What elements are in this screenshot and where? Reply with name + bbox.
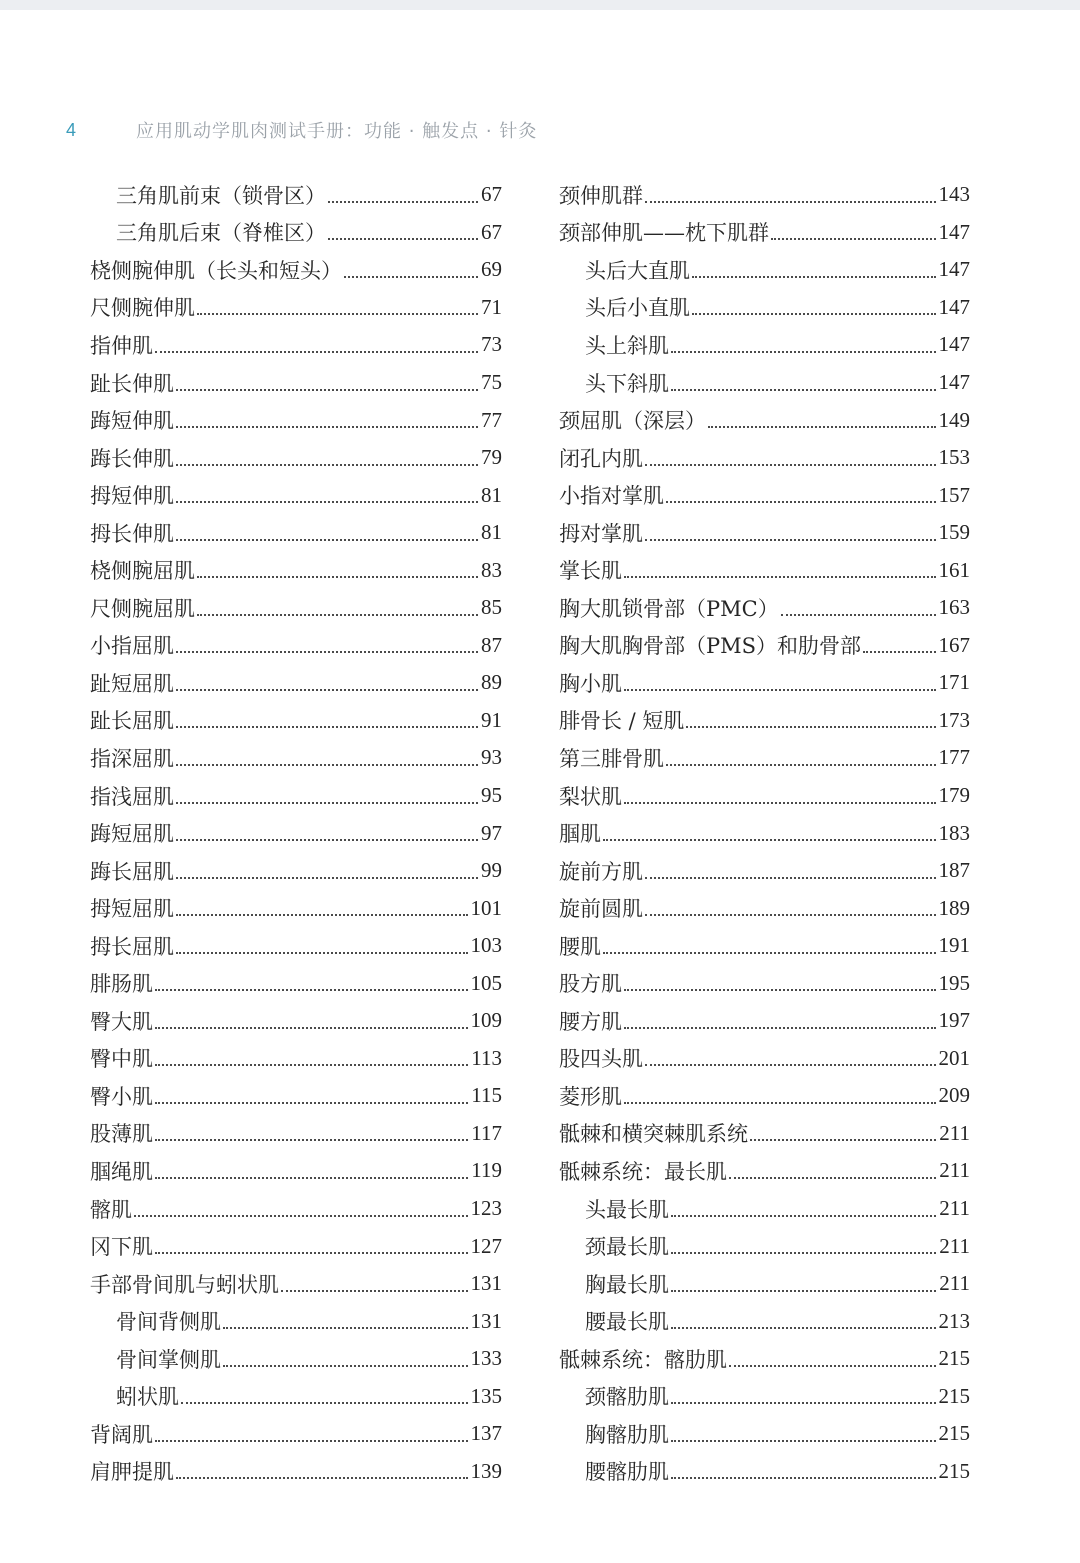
toc-dot-leader (671, 389, 936, 391)
toc-entry-page: 89 (481, 670, 502, 695)
toc-entry (90, 702, 502, 740)
toc-entry-label: 小指对掌肌 (559, 484, 664, 509)
toc-entry (559, 476, 970, 514)
toc-entry (559, 289, 970, 327)
toc-entry (559, 326, 970, 364)
toc-entry-label: 腓骨长 / 短肌 (559, 709, 685, 734)
toc-entry-page: 67 (481, 182, 502, 207)
toc-dot-leader (645, 539, 936, 541)
toc-entry-page: 171 (938, 670, 970, 695)
toc-dot-leader (771, 238, 936, 240)
toc-entry-label: 蚓状肌 (116, 1385, 179, 1410)
toc-entry (90, 439, 502, 477)
toc-entry-label: 颈髂肋肌 (585, 1385, 669, 1410)
toc-entry-page: 149 (938, 407, 970, 432)
toc-dot-leader (686, 726, 935, 728)
toc-entry-page: 157 (938, 482, 970, 507)
toc-entry-page: 113 (471, 1045, 502, 1070)
toc-entry-label: 股四头肌 (559, 1047, 643, 1072)
toc-entry (559, 1415, 970, 1453)
toc-dot-leader (155, 1177, 468, 1179)
toc-entry-label: 旋前方肌 (559, 859, 643, 884)
toc-entry (90, 551, 502, 589)
toc-entry (559, 814, 970, 852)
toc-entry-label: 头后大直肌 (585, 258, 690, 283)
toc-dot-leader (729, 1365, 936, 1367)
toc-entry-label: 臀大肌 (90, 1009, 153, 1034)
toc-entry (90, 289, 502, 327)
toc-entry-page: 131 (470, 1308, 502, 1333)
toc-entry-label: 头下斜肌 (585, 371, 669, 396)
toc-entry (559, 852, 970, 890)
page-header (66, 116, 537, 144)
toc-entry-page: 183 (938, 820, 970, 845)
toc-entry-label: 尺侧腕屈肌 (90, 596, 195, 621)
toc-entry-page: 153 (938, 445, 970, 470)
toc-entry (559, 1115, 970, 1153)
toc-entry-page: 209 (938, 1083, 970, 1108)
toc-dot-leader (155, 1102, 468, 1104)
toc-dot-leader (176, 914, 468, 916)
toc-entry-label: 趾长伸肌 (90, 371, 174, 396)
toc-dot-leader (176, 501, 478, 503)
toc-entry (90, 326, 502, 364)
toc-entry (90, 1190, 502, 1228)
toc-entry-page: 143 (938, 182, 970, 207)
toc-entry-label: 股方肌 (559, 972, 622, 997)
toc-entry (559, 739, 970, 777)
toc-entry-label: 骶棘系统：髂肋肌 (559, 1347, 727, 1372)
toc-entry (559, 439, 970, 477)
toc-dot-leader (666, 764, 936, 766)
toc-entry (559, 1077, 970, 1115)
toc-entry (90, 1227, 502, 1265)
toc-entry-page: 95 (481, 783, 502, 808)
toc-entry-label: 拇长伸肌 (90, 521, 174, 546)
toc-dot-leader (671, 351, 936, 353)
toc-entry (559, 589, 970, 627)
toc-entry (90, 1115, 502, 1153)
toc-entry-page: 139 (470, 1458, 502, 1483)
toc-entry-page: 67 (481, 219, 502, 244)
toc-entry-page: 191 (938, 933, 970, 958)
toc-dot-leader (155, 1252, 468, 1254)
toc-entry-page: 147 (938, 294, 970, 319)
toc-entry-page: 211 (939, 1120, 970, 1145)
toc-entry-page: 215 (938, 1421, 970, 1446)
toc-entry-page: 211 (939, 1196, 970, 1221)
toc-entry-page: 147 (938, 219, 970, 244)
toc-entry-label: 手部骨间肌与蚓状肌 (90, 1272, 279, 1297)
toc-entry (90, 1077, 502, 1115)
toc-entry-page: 93 (481, 745, 502, 770)
toc-entry (90, 889, 502, 927)
toc-dot-leader (645, 877, 936, 879)
toc-entry (90, 476, 502, 514)
toc-entry-page: 99 (481, 858, 502, 883)
toc-entry-label: 桡侧腕伸肌（长头和短头） (90, 258, 342, 283)
toc-entry-label: 颈屈肌（深层） (559, 409, 706, 434)
toc-entry-label: 腰髂肋肌 (585, 1460, 669, 1485)
toc-dot-leader (176, 877, 478, 879)
toc-entry-label: 骶棘和横突棘肌系统 (559, 1122, 748, 1147)
toc-entry-label: 桡侧腕屈肌 (90, 559, 195, 584)
toc-entry (90, 1265, 502, 1303)
toc-dot-leader (624, 689, 936, 691)
toc-entry (90, 627, 502, 665)
toc-entry-label: 胸小肌 (559, 671, 622, 696)
toc-dot-leader (134, 1215, 468, 1217)
toc-entry (559, 1190, 970, 1228)
toc-entry-label: 胸大肌胸骨部（PMS）和肋骨部 (559, 634, 862, 659)
toc-dot-leader (603, 952, 936, 954)
toc-entry (559, 627, 970, 665)
toc-entry (559, 1152, 970, 1190)
toc-entry (90, 1040, 502, 1078)
page-number: 4 (66, 119, 77, 140)
toc-entry-page: 133 (470, 1346, 502, 1371)
toc-dot-leader (223, 1365, 468, 1367)
toc-entry (90, 1302, 502, 1340)
toc-dot-leader (781, 614, 936, 616)
toc-entry-page: 179 (938, 783, 970, 808)
toc-entry (90, 1152, 502, 1190)
toc-entry-page: 195 (938, 970, 970, 995)
toc-entry (90, 739, 502, 777)
toc-entry-label: 踇长屈肌 (90, 859, 174, 884)
toc-entry-page: 109 (470, 1008, 502, 1033)
toc-entry (559, 1002, 970, 1040)
toc-entry-label: 臀中肌 (90, 1047, 153, 1072)
toc-entry (559, 1265, 970, 1303)
toc-entry-label: 肩胛提肌 (90, 1460, 174, 1485)
toc-entry-label: 闭孔内肌 (559, 446, 643, 471)
toc-dot-leader (181, 1402, 468, 1404)
toc-dot-leader (708, 426, 936, 428)
toc-dot-leader (197, 614, 478, 616)
toc-dot-leader (624, 1027, 936, 1029)
toc-entry-label: 旋前圆肌 (559, 897, 643, 922)
toc-entry-label: 尺侧腕伸肌 (90, 296, 195, 321)
toc-entry-page: 131 (470, 1271, 502, 1296)
toc-entry-page: 213 (938, 1308, 970, 1333)
toc-entry-page: 189 (938, 895, 970, 920)
toc-entry-page: 73 (481, 332, 502, 357)
toc-entry-page: 105 (470, 970, 502, 995)
toc-dot-leader (624, 1102, 936, 1104)
toc-entry-label: 头最长肌 (585, 1197, 669, 1222)
toc-entry-page: 69 (481, 257, 502, 282)
toc-dot-leader (176, 1477, 468, 1479)
toc-dot-leader (729, 1177, 936, 1179)
toc-entry-page: 163 (938, 595, 970, 620)
toc-entry (559, 702, 970, 740)
toc-entry (90, 1340, 502, 1378)
toc-entry-page: 77 (481, 407, 502, 432)
toc-entry-label: 骶棘系统：最长肌 (559, 1159, 727, 1184)
toc-entry-page: 187 (938, 858, 970, 883)
toc-entry-page: 215 (938, 1383, 970, 1408)
toc-entry (90, 251, 502, 289)
toc-entry-page: 211 (939, 1158, 970, 1183)
toc-entry-label: 冈下肌 (90, 1235, 153, 1260)
toc-dot-leader (692, 313, 936, 315)
toc-entry (559, 927, 970, 965)
toc-entry (90, 1378, 502, 1416)
toc-entry (559, 889, 970, 927)
toc-left-column (90, 176, 502, 1490)
toc-dot-leader (176, 651, 478, 653)
toc-dot-leader (281, 1290, 468, 1292)
toc-entry-label: 踇长伸肌 (90, 446, 174, 471)
toc-entry (559, 1227, 970, 1265)
toc-entry (90, 1415, 502, 1453)
toc-entry (559, 251, 970, 289)
toc-entry-page: 83 (481, 557, 502, 582)
toc-entry-label: 菱形肌 (559, 1084, 622, 1109)
toc-entry (559, 1340, 970, 1378)
toc-entry-page: 115 (471, 1083, 502, 1108)
toc-entry (559, 1302, 970, 1340)
toc-entry-label: 颈部伸肌——枕下肌群 (559, 221, 769, 246)
toc-dot-leader (176, 726, 478, 728)
toc-entry-label: 趾长屈肌 (90, 709, 174, 734)
toc-entry-label: 骨间背侧肌 (116, 1310, 221, 1335)
toc-entry-label: 胸髂肋肌 (585, 1422, 669, 1447)
toc-dot-leader (155, 1139, 468, 1141)
toc-entry-label: 腘肌 (559, 822, 601, 847)
toc-entry (90, 664, 502, 702)
toc-dot-leader (223, 1327, 468, 1329)
toc-entry-label: 小指屈肌 (90, 634, 174, 659)
toc-dot-leader (750, 1139, 936, 1141)
toc-entry-label: 三角肌前束（锁骨区） (116, 183, 326, 208)
toc-entry-label: 拇对掌肌 (559, 521, 643, 546)
toc-entry-page: 119 (471, 1158, 502, 1183)
toc-dot-leader (176, 839, 478, 841)
toc-entry-label: 趾短屈肌 (90, 671, 174, 696)
toc-entry-page: 87 (481, 632, 502, 657)
toc-dot-leader (624, 576, 936, 578)
toc-entry-page: 75 (481, 370, 502, 394)
toc-entry-page: 201 (938, 1045, 970, 1070)
toc-entry-label: 股薄肌 (90, 1122, 153, 1147)
toc-entry-label: 腘绳肌 (90, 1159, 153, 1184)
toc-entry-page: 81 (481, 520, 502, 545)
toc-entry-label: 髂肌 (90, 1197, 132, 1222)
toc-dot-leader (155, 1064, 468, 1066)
toc-entry-label: 指浅屈肌 (90, 784, 174, 809)
toc-entry-label: 腰最长肌 (585, 1310, 669, 1335)
toc-entry-label: 颈最长肌 (585, 1235, 669, 1260)
toc-entry-label: 头后小直肌 (585, 296, 690, 321)
toc-entry (90, 1453, 502, 1491)
page-top-edge (0, 0, 1080, 10)
toc-entry (559, 1040, 970, 1078)
toc-entry-page: 123 (470, 1196, 502, 1221)
toc-entry-page: 91 (481, 707, 502, 732)
toc-entry-page: 197 (938, 1008, 970, 1033)
toc-entry (90, 964, 502, 1002)
toc-entry (90, 852, 502, 890)
toc-entry-label: 胸最长肌 (585, 1272, 669, 1297)
toc-entry-label: 拇短屈肌 (90, 897, 174, 922)
toc-entry-label: 指深屈肌 (90, 746, 174, 771)
toc-entry-label: 腰肌 (559, 934, 601, 959)
toc-entry-page: 79 (481, 445, 502, 470)
toc-dot-leader (328, 238, 478, 240)
toc-dot-leader (176, 764, 478, 766)
toc-dot-leader (155, 989, 468, 991)
toc-dot-leader (176, 426, 478, 428)
book-title: 应用肌动学肌肉测试手册：功能 · 触发点 · 针灸 (136, 121, 538, 142)
toc-entry-label: 背阔肌 (90, 1422, 153, 1447)
toc-dot-leader (328, 201, 478, 203)
toc-entry (559, 1453, 970, 1491)
toc-entry (90, 514, 502, 552)
toc-dot-leader (671, 1290, 936, 1292)
toc-entry-page: 211 (939, 1271, 970, 1296)
toc-entry-label: 头上斜肌 (585, 333, 669, 358)
toc-dot-leader (155, 351, 478, 353)
toc-dot-leader (155, 1440, 468, 1442)
toc-entry (90, 364, 502, 402)
toc-entry (90, 1002, 502, 1040)
toc-entry-label: 掌长肌 (559, 559, 622, 584)
toc-dot-leader (176, 464, 478, 466)
toc-dot-leader (671, 1252, 936, 1254)
toc-entry (559, 176, 970, 214)
toc-dot-leader (155, 1027, 468, 1029)
toc-entry-label: 腓肠肌 (90, 972, 153, 997)
toc-entry (559, 964, 970, 1002)
toc-entry (559, 777, 970, 815)
toc-dot-leader (671, 1440, 936, 1442)
toc-entry (90, 927, 502, 965)
toc-dot-leader (671, 1477, 936, 1479)
toc-dot-leader (603, 839, 936, 841)
toc-entry-label: 臀小肌 (90, 1084, 153, 1109)
toc-entry-page: 215 (938, 1458, 970, 1483)
toc-entry-page: 135 (470, 1383, 502, 1408)
toc-dot-leader (624, 802, 936, 804)
toc-entry-label: 腰方肌 (559, 1009, 622, 1034)
toc-entry (559, 364, 970, 402)
toc-right-column (559, 176, 970, 1490)
toc-entry-label: 拇长屈肌 (90, 934, 174, 959)
toc-entry-label: 梨状肌 (559, 784, 622, 809)
toc-dot-leader (176, 952, 468, 954)
toc-dot-leader (645, 914, 936, 916)
toc-entry-page: 97 (481, 820, 502, 845)
toc-entry-page: 159 (938, 520, 970, 545)
toc-entry-page: 147 (938, 332, 970, 357)
toc-entry-page: 177 (938, 745, 970, 770)
toc-entry-label: 踇短屈肌 (90, 822, 174, 847)
toc-dot-leader (671, 1215, 936, 1217)
toc-entry-page: 147 (938, 257, 970, 282)
toc-entry-page: 211 (939, 1233, 970, 1258)
toc-entry-page: 103 (470, 933, 502, 958)
toc-entry (90, 589, 502, 627)
toc-entry-label: 骨间掌侧肌 (116, 1347, 221, 1372)
toc-entry (90, 814, 502, 852)
toc-entry (559, 664, 970, 702)
toc-dot-leader (692, 276, 936, 278)
toc-entry-page: 101 (470, 895, 502, 920)
toc-dot-leader (624, 989, 936, 991)
toc-entry-page: 127 (470, 1233, 502, 1258)
toc-dot-leader (176, 802, 478, 804)
toc-entry-page: 71 (481, 294, 502, 319)
toc-entry (90, 214, 502, 252)
toc-entry-label: 第三腓骨肌 (559, 746, 664, 771)
toc-entry-label: 指伸肌 (90, 333, 153, 358)
toc-dot-leader (671, 1327, 936, 1329)
toc-dot-leader (645, 1064, 936, 1066)
toc-entry-label: 踇短伸肌 (90, 409, 174, 434)
toc-entry (559, 401, 970, 439)
toc-entry (559, 551, 970, 589)
toc-entry-label: 三角肌后束（脊椎区） (116, 221, 326, 246)
toc-entry-page: 81 (481, 482, 502, 507)
toc-entry-label: 拇短伸肌 (90, 484, 174, 509)
toc-dot-leader (344, 276, 478, 278)
toc-entry-page: 173 (938, 707, 970, 732)
toc-dot-leader (671, 1402, 936, 1404)
toc-entry (90, 401, 502, 439)
toc-dot-leader (176, 539, 478, 541)
toc-entry-page: 137 (470, 1421, 502, 1446)
toc-entry-page: 85 (481, 595, 502, 620)
toc-entry-label: 颈伸肌群 (559, 183, 643, 208)
toc-dot-leader (666, 501, 936, 503)
toc-dot-leader (176, 689, 478, 691)
toc-entry-page: 215 (938, 1346, 970, 1371)
toc-dot-leader (863, 651, 935, 653)
toc-dot-leader (645, 201, 936, 203)
toc-entry-page: 167 (938, 632, 970, 657)
toc-dot-leader (197, 576, 478, 578)
toc-entry (559, 514, 970, 552)
toc-entry-page: 117 (471, 1120, 502, 1145)
toc-entry (559, 214, 970, 252)
toc-entry (90, 176, 502, 214)
toc-dot-leader (197, 313, 478, 315)
toc-entry-page: 147 (938, 370, 970, 394)
toc-entry (90, 777, 502, 815)
toc-dot-leader (176, 389, 478, 391)
toc-entry-page: 161 (938, 557, 970, 582)
toc-entry (559, 1378, 970, 1416)
toc-entry-label: 胸大肌锁骨部（PMC） (559, 596, 779, 621)
toc-dot-leader (645, 464, 936, 466)
